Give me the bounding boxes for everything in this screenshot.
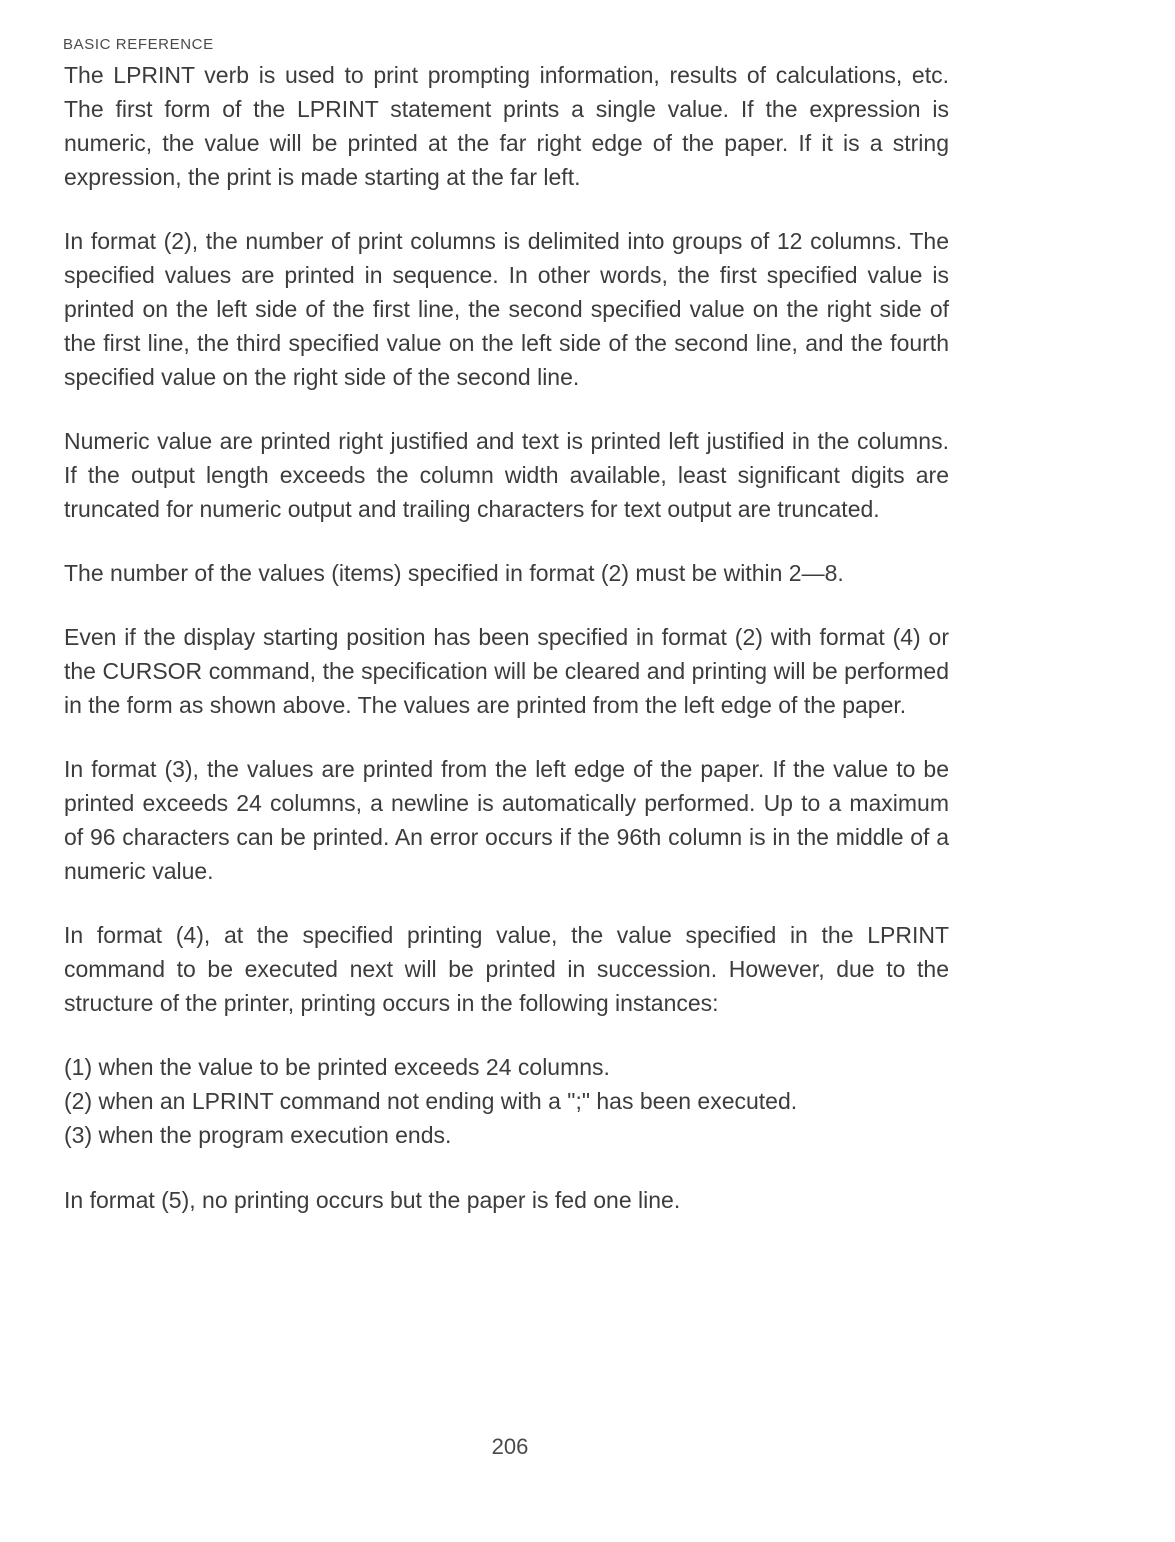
paragraph-justification: Numeric value are printed right justified and text is printed left justified in the columns. If the output length exceeds the column width available, least significant digits are truncated for numeric output and trailing characters for text output are truncated. (64, 428, 949, 522)
printing-instances-list (64, 1050, 949, 1152)
paragraph-lprint-intro: The LPRINT verb is used to print prompting information, results of calculations, etc. The first form of the LPRINT statement prints a single value. If the expression is numeric, the value will be printed at the far right edge of the paper. If it is a string expression, the print is made starting at the far left. (64, 62, 949, 190)
paragraph-format-3: In format (3), the values are printed from the left edge of the paper. If the value to be printed exceeds 24 columns, a newline is automatically performed. Up to a maximum of 96 characters can be printed. An error occurs if the 96th column is in the middle of a numeric value. (64, 756, 949, 884)
running-head: BASIC REFERENCE (63, 36, 214, 53)
list-item: (3) when the program execution ends. (64, 1122, 452, 1148)
paragraph-format-5: In format (5), no printing occurs but the paper is fed one line. (64, 1187, 681, 1213)
page-number: 206 (491, 1434, 529, 1459)
paragraph-format-2: In format (2), the number of print columns is delimited into groups of 12 columns. The specified values are printed in sequence. In other words, the first specified value is printed on the left side of the first line, the second specified value on the right side of the first line, the third specified value on the left side of the second line, and the fourth specified value on the right side of the second line. (64, 228, 949, 390)
list-item: (1) when the value to be printed exceeds 24 columns. (64, 1054, 610, 1080)
list-item: (2) when an LPRINT command not ending with a ";" has been executed. (64, 1088, 798, 1114)
paragraph-item-count: The number of the values (items) specified in format (2) must be within 2—8. (64, 560, 844, 586)
paragraph-cursor-note: Even if the display starting position has been specified in format (2) with format (4) or the CURSOR command, the specification will be cleared and printing will be performed in the form as shown above. The values are printed from the left edge of the paper. (64, 624, 949, 718)
body-text (64, 58, 949, 1249)
paragraph-format-4: In format (4), at the specified printing value, the value specified in the LPRINT command to be executed next will be printed in succession. However, due to the structure of the printer, printing occurs in the following instances: (64, 922, 949, 1016)
